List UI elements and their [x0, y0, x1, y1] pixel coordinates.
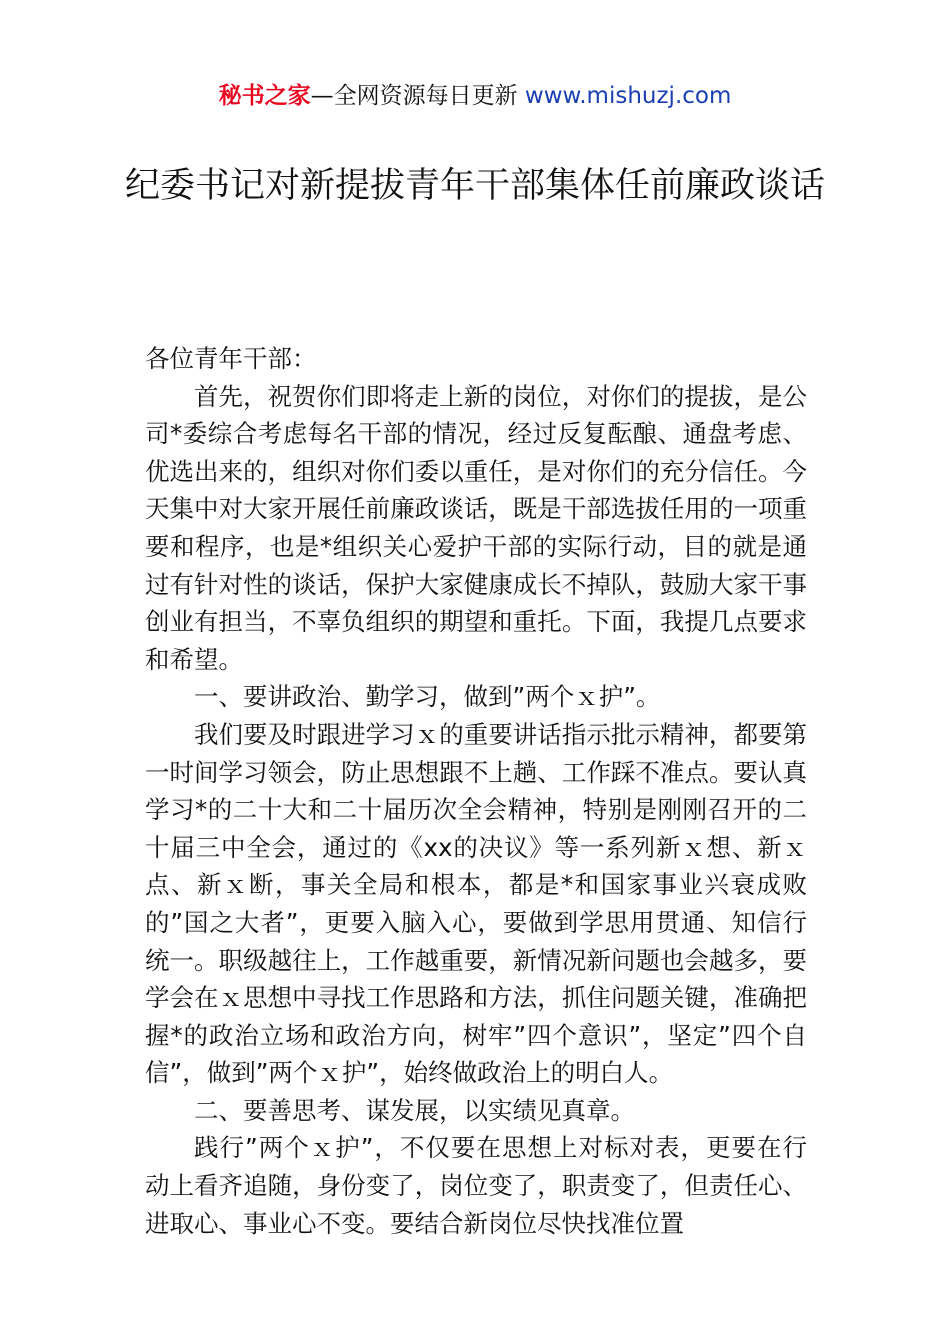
site-url-link[interactable]: www.mishuzj.com — [524, 83, 732, 109]
document-title: 纪委书记对新提拔青年干部集体任前廉政谈话 — [124, 166, 825, 206]
paragraph-section-1: 我们要及时跟进学习ｘ的重要讲话指示批示精神，都要第一时间学习领会，防止思想跟不上趟、工作踩不准点。要认真学习*的二十大和二十届历次全会精神，特别是刚刚召开的二十届三中全会，通过的《xx的决议》等一系列新ｘ想、新ｘ点、新ｘ断，事关全局和根本，都是*和国家事业兴衰成败的”国之大者”，更要入脑入心，要做到学思用贯通、知信行统一。职级越往上，工作越重要，新情况新问题也会越多，要学会在ｘ思想中寻找工作思路和方法，抓住问题关键，准确把握*的政治立场和政治方向，树牢”四个意识”，坚定”四个自信”，做到”两个ｘ护”，始终做政治上的明白人。 — [145, 719, 807, 1088]
section-heading-1: 一、要讲政治、勤学习，做到”两个ｘ护”。 — [194, 682, 661, 712]
paragraph-section-2: 践行”两个ｘ护”，不仅要在思想上对标对表，更要在行动上看齐追随，身份变了，岗位变了，职责变了，但责任心、进取心、事业心不变。要结合新岗位尽快找准位置 — [145, 1133, 807, 1238]
site-tagline: —全网资源每日更新 — [310, 83, 525, 109]
paragraph-intro: 首先，祝贺你们即将走上新的岗位，对你们的提拔，是公司*委综合考虑每名干部的情况，经过反复酝酿、通盘考虑、优选出来的，组织对你们委以重任，是对你们的充分信任。今天集中对大家开展任前廉政谈话，既是干部选拔任用的一项重要和程序，也是*组织关心爱护干部的实际行动，目的就是通过有针对性的谈话，保护大家健康成长不掉队，鼓励大家干事创业有担当，不辜负组织的期望和重托。下面，我提几点要求和希望。 — [145, 381, 807, 674]
document-body — [145, 340, 807, 1242]
salutation: 各位青年干部： — [145, 344, 317, 373]
site-header — [0, 80, 950, 112]
section-heading-2: 二、要善思考、谋发展，以实绩见真章。 — [194, 1095, 635, 1125]
site-brand: 秘书之家 — [218, 83, 311, 109]
